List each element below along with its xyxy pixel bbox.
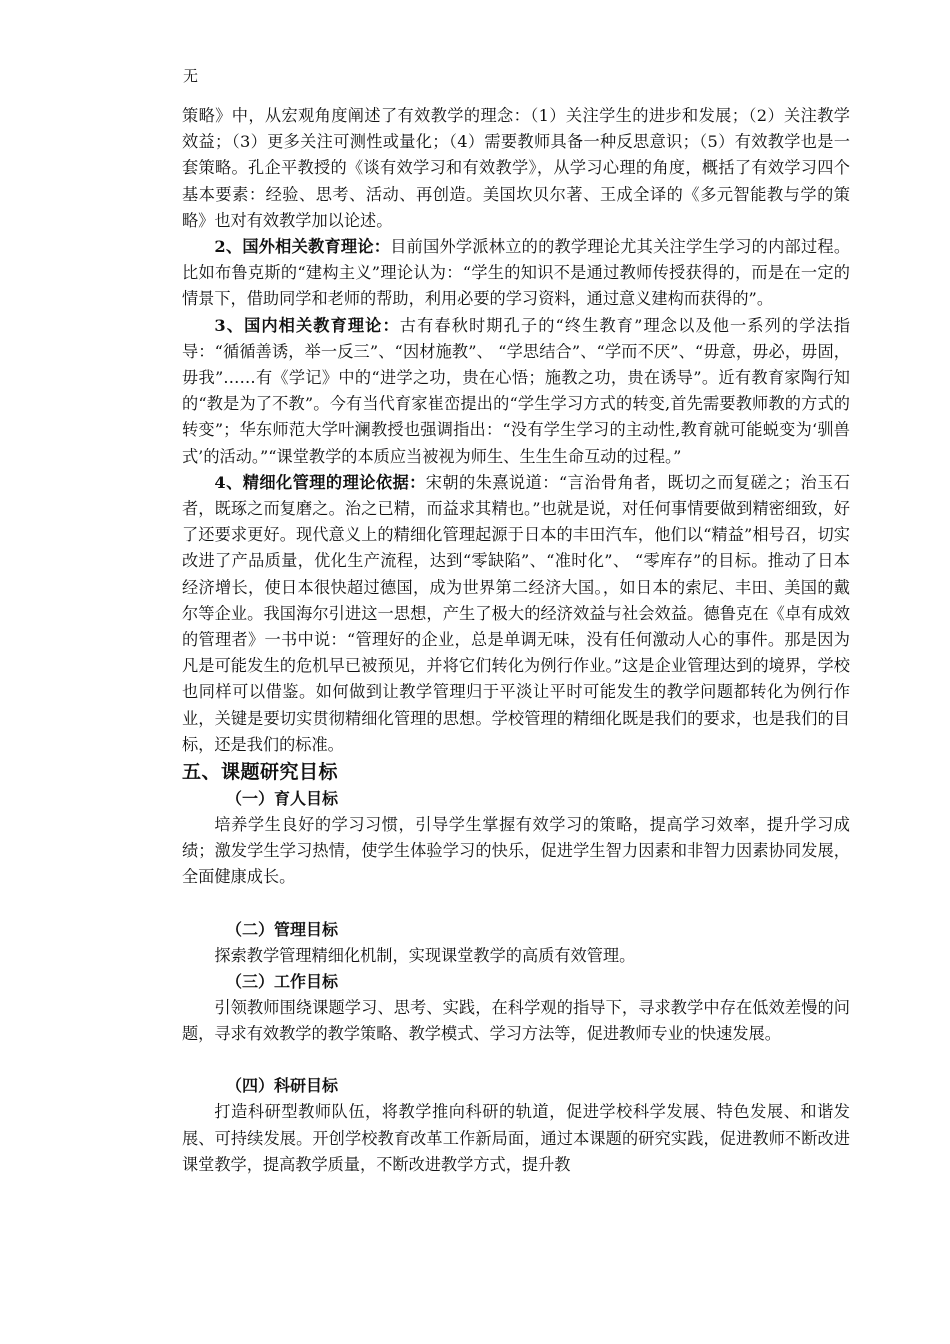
paragraph-effective-teaching-ideas: 策略》中，从宏观角度阐述了有效教学的理念：（1）关注学生的进步和发展；（2）关注教学效益；（3）更多关注可测性或量化；（4）需要教师具备一种反思意识；（5）有效教学也是一套策略。孔企平教授的《谈有效学习和有效教学》，从学习心理的角度，概括了有效学习四个基本要素：经验、思考、活动、再创造。美国坎贝尔著、王成全译的《多元智能教与学的策略》也对有效教学加以论述。 xyxy=(182,106,850,230)
paragraph-domestic-theory xyxy=(182,313,850,470)
subsection-heading: （一）育人目标 xyxy=(226,789,339,809)
paragraph-refined-management xyxy=(182,470,850,758)
paragraph-lead: 4、精细化管理的理论依据： xyxy=(214,472,426,492)
document-body xyxy=(182,103,850,1178)
subsection-heading: （三）工作目标 xyxy=(226,971,339,991)
paragraph-text: 目前国外学派林立的的教学理论尤其关注学生学习的内部过程。比如布鲁克斯的“建构主义”理论认为：“学生的知识不是通过教师传授获得的，而是在一定的情景下，借助同学和老师的帮助，利用必要的学习资料，通过意义建构而获得的”。 xyxy=(182,237,851,309)
paragraph-foreign-theory xyxy=(182,234,850,313)
goal-paragraph: 引领教师围绕课题学习、思考、实践，在科学观的指导下，寻求教学中存在低效差慢的问题，寻求有效教学的教学策略、教学模式、学习方法等，促进教师专业的快速发展。 xyxy=(182,997,850,1044)
goal-paragraph: 探索教学管理精细化机制，实现课堂教学的高质有效管理。 xyxy=(214,945,636,965)
subsection-heading: （四）科研目标 xyxy=(226,1076,339,1096)
goal-paragraph: 培养学生良好的学习习惯，引导学生掌握有效学习的策略，提高学习效率，提升学习成绩；激发学生学习热情，使学生体验学习的快乐，促进学生智力因素和非智力因素协同发展，全面健康成长。 xyxy=(182,815,850,887)
paragraph-lead: 2、国外相关教育理论： xyxy=(214,237,391,257)
paragraph-lead: 3、国内相关教育理论： xyxy=(214,315,400,335)
blank-line xyxy=(182,1047,850,1073)
paragraph-text: 古有春秋时期孔子的“终生教育”理念以及他一系列的学法指导：“循循善诱，举一反三”、“因材施教”、 “学思结合”、“学而不厌”、“毋意，毋必，毋固，毋我”……有《学记》中的“进学之功，贵在心悟；施教之功，贵在诱导”。近有教育家陶行知的“教是为了不教”。今有当代育家崔峦提出的“学生学习方式的转变,首先需要教师教的方式的转变”；华东师范大学叶澜教授也强调指出：“没有学生学习的主动性,教育就可能蜕变为‘驯兽式’的活动。”“课堂教学的本质应当被视为师生、生生生命互动的过程。” xyxy=(182,315,850,466)
page-header: 无 xyxy=(183,67,199,85)
goal-paragraph: 打造科研型教师队伍，将教学推向科研的轨道，促进学校科学发展、特色发展、和谐发展、可持续发展。开创学校教育改革工作新局面，通过本课题的研究实践，促进教师不断改进课堂教学，提高教学质量，不断改进教学方式，提升教 xyxy=(182,1102,850,1174)
paragraph-text: 宋朝的朱熹说道：“言治骨角者，既切之而复磋之；治玉石者，既琢之而复磨之。治之已精，而益求其精也。”也就是说，对任何事情要做到精密细致，好了还要求更好。现代意义上的精细化管理起源于日本的丰田汽车，他们以“精益”相号召，切实改进了产品质量，优化生产流程，达到“零缺陷”、“准时化”、 “零库存”的目标。推动了日本经济增长，使日本很快超过德国，成为世界第二经济大国。，如日本的索尼、丰田、美国的戴尔等企业。我国海尔引进这一思想，产生了极大的经济效益与社会效益。德鲁克在《卓有成效的管理者》一书中说：“管理好的企业，总是单调无味，没有任何激动人心的事件。那是因为凡是可能发生的危机早已被预见，并将它们转化为例行作业。”这是企业管理达到的境界，学校也同样可以借鉴。如何做到让教学管理归于平淡让平时可能发生的教学问题都转化为例行作业，关键是要切实贯彻精细化管理的思想。学校管理的精细化既是我们的要求，也是我们的目标，还是我们的标准。 xyxy=(182,472,850,754)
blank-line xyxy=(182,891,850,917)
section-heading: 五、课题研究目标 xyxy=(182,761,339,784)
subsection-heading: （二）管理目标 xyxy=(226,919,339,939)
